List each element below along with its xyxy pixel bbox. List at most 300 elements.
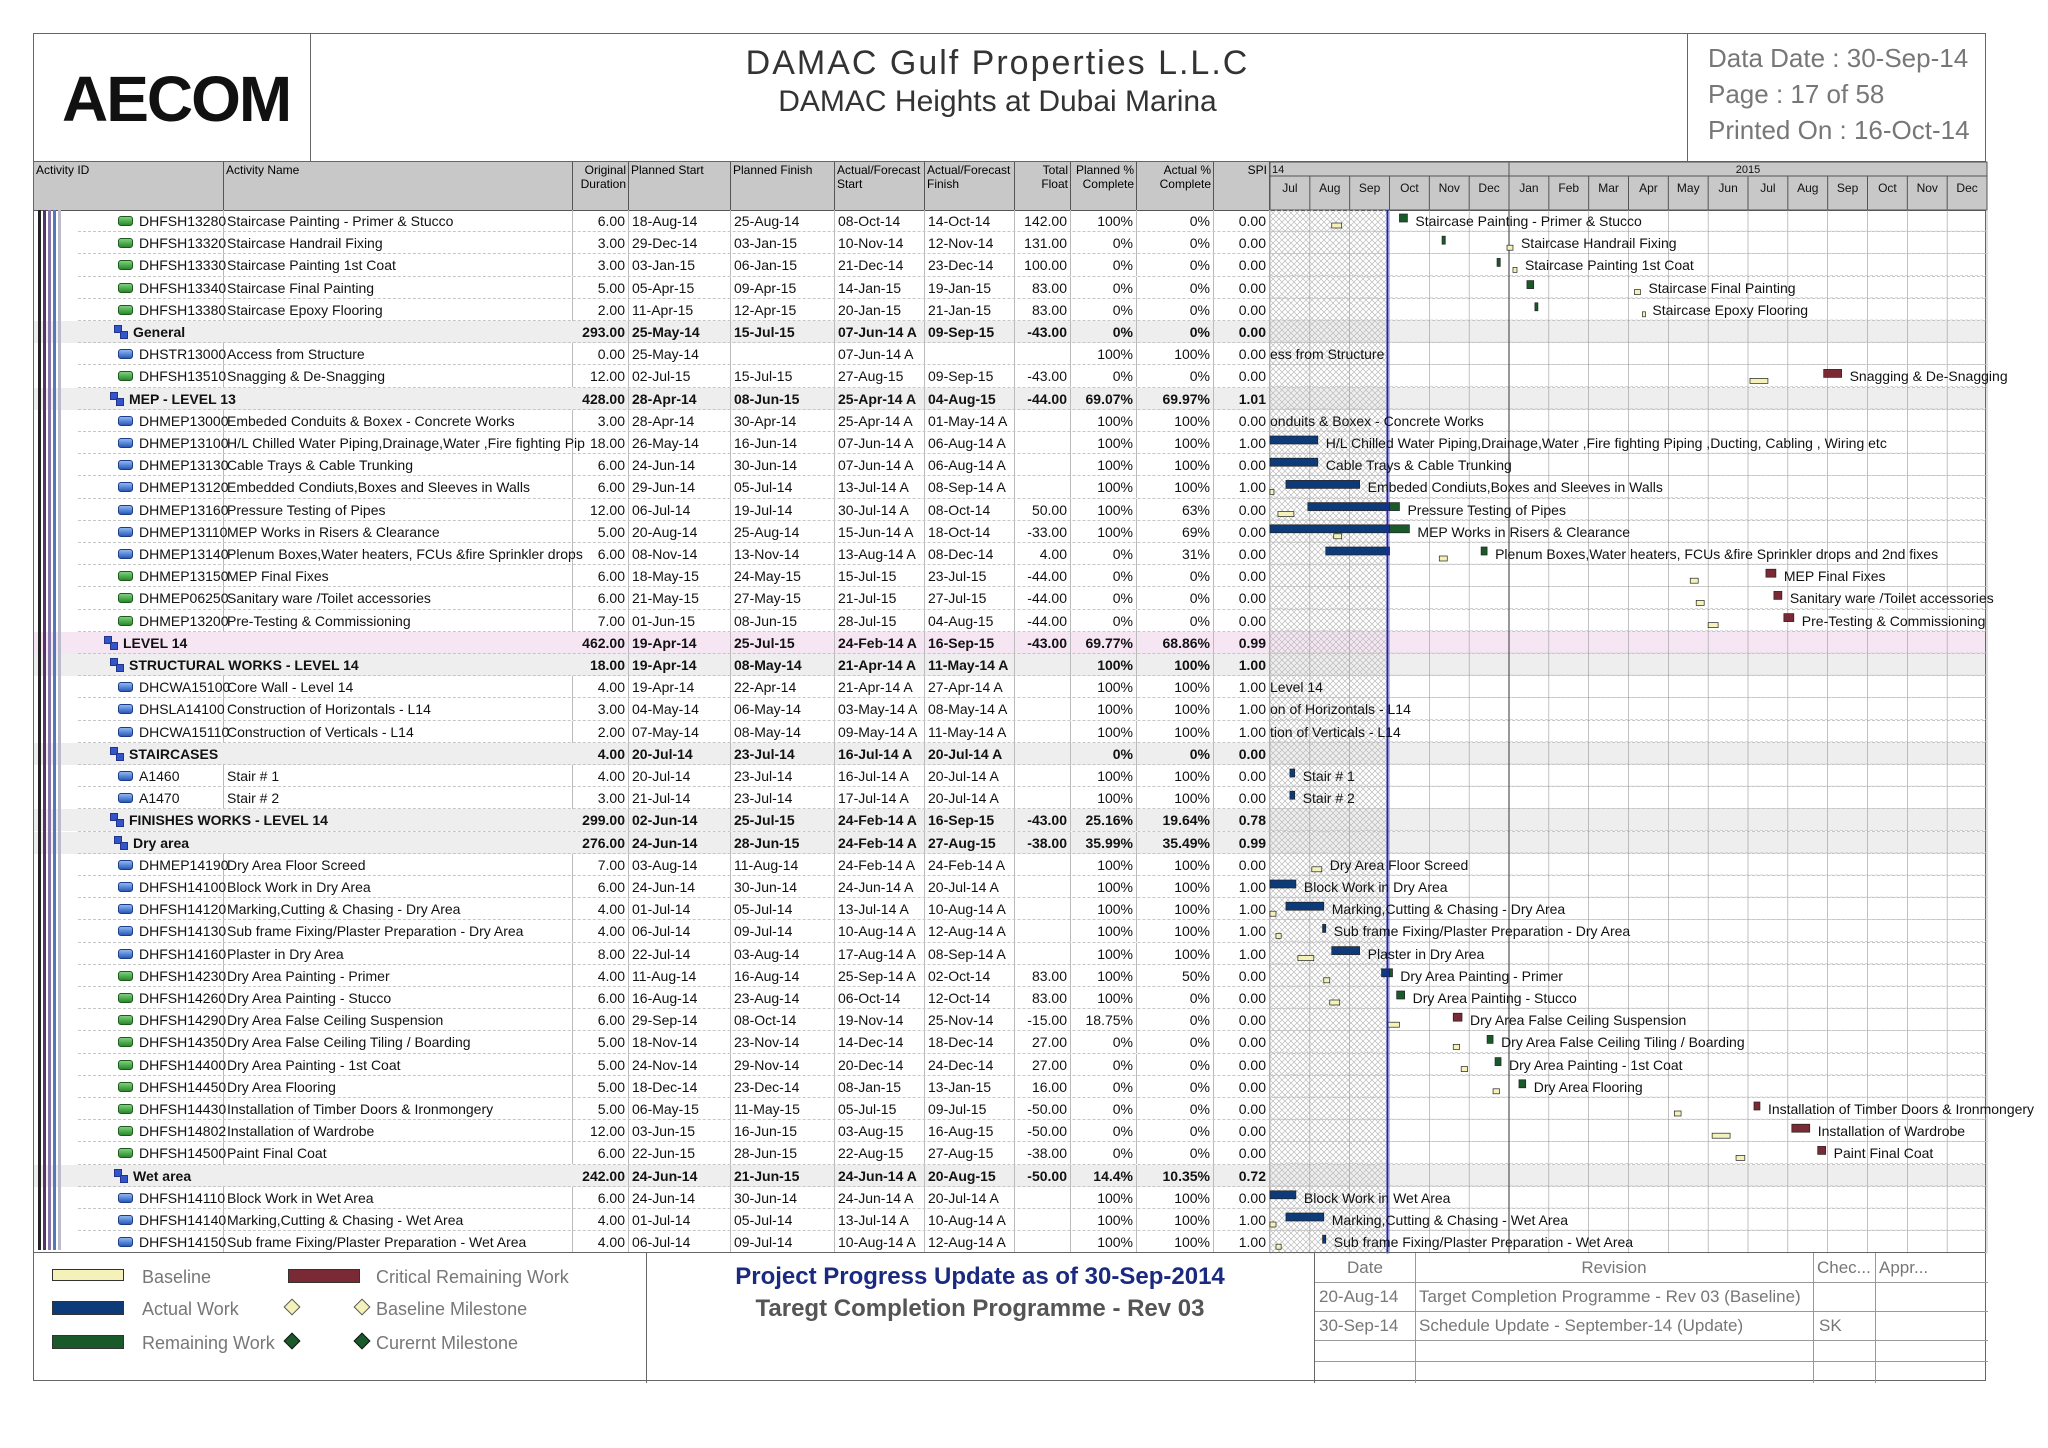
planned-pct: 25.16%	[1071, 809, 1137, 831]
planned-pct: 100%	[1071, 1231, 1137, 1253]
planned-finish: 03-Jan-15	[731, 232, 835, 254]
activity-not-started-icon	[118, 1082, 133, 1092]
orig-duration: 18.00	[573, 654, 629, 676]
af-finish: 02-Oct-14	[925, 965, 1015, 987]
orig-duration: 6.00	[573, 1009, 629, 1031]
outline-level-bar	[48, 210, 51, 1250]
planned-start: 22-Jun-15	[629, 1142, 731, 1164]
spi-value: 0.00	[1214, 743, 1270, 765]
activity-name: Snagging & De-Snagging	[224, 365, 573, 387]
planned-pct: 0%	[1071, 1142, 1137, 1164]
af-finish: 06-Aug-14 A	[925, 454, 1015, 476]
timeline-month-label: Dec	[1478, 181, 1500, 195]
af-start: 13-Aug-14 A	[835, 543, 925, 565]
actual-pct: 0%	[1137, 1142, 1214, 1164]
af-start: 25-Apr-14 A	[835, 388, 925, 410]
remaining-work-bar	[1390, 503, 1400, 511]
gantt-bar-label: Dry Area Painting - Stucco	[1412, 990, 1577, 1006]
activity-in-progress-icon	[118, 482, 133, 492]
actual-pct: 100%	[1137, 1209, 1214, 1231]
total-float: 16.00	[1015, 1076, 1071, 1098]
planned-start: 24-Jun-14	[629, 1187, 731, 1209]
page-number: Page : 17 of 58	[1708, 79, 1885, 109]
planned-finish: 08-Jun-15	[731, 388, 835, 410]
spi-value: 0.00	[1214, 565, 1270, 587]
col-planned-start[interactable]: Planned Start	[629, 162, 731, 210]
gantt-bar-label: Dry Area Painting - Primer	[1400, 967, 1563, 984]
actual-pct: 100%	[1137, 454, 1214, 476]
activity-name: Pressure Testing of Pipes	[224, 499, 573, 521]
timeline-month-label: Feb	[1558, 181, 1580, 195]
col-orig-duration[interactable]: Original Duration	[573, 162, 629, 210]
spi-value: 0.00	[1214, 521, 1270, 543]
activity-not-started-icon	[118, 260, 133, 270]
af-finish: 20-Jul-14 A	[925, 876, 1015, 898]
planned-start: 03-Jun-15	[629, 1120, 731, 1142]
baseline-bar	[1690, 578, 1698, 583]
planned-start: 01-Jun-15	[629, 610, 731, 632]
project-name: DAMAC Heights at Dubai Marina	[778, 85, 1217, 118]
orig-duration: 12.00	[573, 365, 629, 387]
planned-start: 08-Nov-14	[629, 543, 731, 565]
af-start: 24-Feb-14 A	[835, 632, 925, 654]
planned-start: 18-Nov-14	[629, 1031, 731, 1053]
gantt-bar-label: Block Work in Wet Area	[1303, 1189, 1451, 1206]
company-name: DAMAC Gulf Properties L.L.C	[745, 44, 1250, 82]
total-float: 83.00	[1015, 987, 1071, 1009]
actual-pct: 0%	[1137, 587, 1214, 609]
spi-value: 0.00	[1214, 965, 1270, 987]
af-finish: 10-Aug-14 A	[925, 898, 1015, 920]
actual-pct: 100%	[1137, 432, 1214, 454]
activity-name: Dry Area Painting - 1st Coat	[224, 1054, 573, 1076]
rev-header-date: Date	[1347, 1258, 1383, 1277]
actual-pct: 100%	[1137, 676, 1214, 698]
activity-name: Plaster in Dry Area	[224, 943, 573, 965]
activity-not-started-icon	[118, 371, 133, 381]
gantt-bar-label: tion of Verticals - L14	[1270, 723, 1401, 740]
activity-not-started-icon	[118, 216, 133, 226]
af-finish: 06-Aug-14 A	[925, 432, 1015, 454]
gantt-bar-label: Cable Trays & Cable Trunking	[1325, 457, 1512, 474]
activity-id: DHFSH13340	[136, 277, 224, 299]
af-finish: 08-Dec-14	[925, 543, 1015, 565]
planned-pct: 69.07%	[1071, 388, 1137, 410]
gantt-bar-label: Marking,Cutting & Chasing - Wet Area	[1331, 1212, 1569, 1228]
af-finish: 23-Dec-14	[925, 254, 1015, 276]
spi-value: 0.00	[1214, 277, 1270, 299]
spi-value: 0.72	[1214, 1165, 1270, 1187]
activity-name: Sub frame Fixing/Plaster Preparation - Wet Area	[224, 1231, 573, 1253]
af-start: 14-Jan-15	[835, 277, 925, 299]
activity-in-progress-icon	[118, 727, 133, 737]
activity-name: Dry Area Painting - Stucco	[224, 987, 573, 1009]
activity-in-progress-icon	[118, 460, 133, 470]
rev-checked-by: SK	[1819, 1316, 1842, 1335]
activity-id: DHFSH14450	[136, 1076, 224, 1098]
col-activity-name[interactable]: Activity Name	[224, 162, 573, 210]
actual-pct: 69.97%	[1137, 388, 1214, 410]
gantt-bar-label: Staircase Final Painting	[1648, 279, 1796, 296]
gantt-bar-label: Stair # 2	[1302, 790, 1355, 807]
planned-finish: 16-Jun-15	[731, 1120, 835, 1142]
activity-name: Marking,Cutting & Chasing - Dry Area	[224, 898, 573, 920]
planned-start: 02-Jul-15	[629, 365, 731, 387]
af-finish: 16-Aug-15	[925, 1120, 1015, 1142]
gantt-bar-label: MEP Final Fixes	[1783, 568, 1886, 585]
af-finish: 20-Aug-15	[925, 1165, 1015, 1187]
total-float: 27.00	[1015, 1031, 1071, 1053]
planned-start: 24-Jun-14	[629, 454, 731, 476]
activity-id: DHFSH14230	[136, 965, 224, 987]
planned-pct: 0%	[1071, 1031, 1137, 1053]
activity-id: Wet area	[133, 1167, 192, 1184]
planned-finish: 11-Aug-14	[731, 854, 835, 876]
total-float	[1015, 676, 1071, 698]
af-finish: 13-Jan-15	[925, 1076, 1015, 1098]
printed-on: Printed On : 16-Oct-14	[1708, 115, 1970, 145]
planned-pct: 0%	[1071, 321, 1137, 343]
actual-pct: 0%	[1137, 365, 1214, 387]
orig-duration: 4.00	[573, 1209, 629, 1231]
planned-pct: 100%	[1071, 454, 1137, 476]
wbs-folder-icon	[110, 658, 124, 672]
baseline-milestone-icon	[284, 1299, 301, 1316]
activity-id: DHFSH14160	[136, 943, 224, 965]
orig-duration: 4.00	[573, 676, 629, 698]
spi-value: 1.00	[1214, 920, 1270, 942]
col-af-finish[interactable]: Actual/Forecast Finish	[925, 162, 1015, 210]
af-start: 24-Jun-14 A	[835, 1187, 925, 1209]
orig-duration: 0.00	[573, 343, 629, 365]
baseline-bar	[1750, 378, 1768, 383]
activity-id: DHSLA14100	[136, 698, 224, 720]
planned-pct: 0%	[1071, 254, 1137, 276]
activity-in-progress-icon	[118, 416, 133, 426]
spi-value: 1.00	[1214, 1231, 1270, 1253]
baseline-bar	[1674, 1111, 1681, 1116]
af-finish: 11-May-14 A	[925, 654, 1015, 676]
total-float	[1015, 476, 1071, 498]
total-float	[1015, 1231, 1071, 1253]
rev-date: 30-Sep-14	[1319, 1316, 1399, 1335]
legend-remaining-swatch	[52, 1335, 124, 1349]
activity-name: Staircase Handrail Fixing	[224, 232, 573, 254]
wbs-folder-icon	[110, 813, 124, 827]
wbs-folder-icon	[104, 636, 118, 650]
planned-pct: 100%	[1071, 343, 1137, 365]
total-float	[1015, 432, 1071, 454]
total-float: -50.00	[1015, 1098, 1071, 1120]
wbs-folder-icon	[114, 1169, 128, 1183]
planned-finish: 23-Jul-14	[731, 787, 835, 809]
planned-start: 20-Aug-14	[629, 521, 731, 543]
total-float	[1015, 765, 1071, 787]
af-start: 17-Jul-14 A	[835, 787, 925, 809]
planned-pct: 0%	[1071, 587, 1137, 609]
orig-duration: 3.00	[573, 254, 629, 276]
planned-finish: 09-Jul-14	[731, 920, 835, 942]
planned-pct: 69.77%	[1071, 632, 1137, 654]
gantt-bar-label: Staircase Painting - Primer & Stucco	[1415, 213, 1642, 229]
baseline-milestone-legend-icon	[354, 1299, 371, 1316]
total-float: 83.00	[1015, 299, 1071, 321]
planned-pct: 0%	[1071, 365, 1137, 387]
footer-subtitle: Taregt Completion Programme - Rev 03	[755, 1295, 1205, 1322]
af-finish: 27-Aug-15	[925, 1142, 1015, 1164]
planned-pct: 0%	[1071, 232, 1137, 254]
orig-duration: 4.00	[573, 920, 629, 942]
actual-pct: 0%	[1137, 210, 1214, 232]
planned-finish: 15-Jul-15	[731, 365, 835, 387]
actual-pct: 100%	[1137, 898, 1214, 920]
actual-pct: 35.49%	[1137, 832, 1214, 854]
gantt-bar-label: Sub frame Fixing/Plaster Preparation - Wet Area	[1333, 1234, 1634, 1251]
planned-finish: 03-Aug-14	[731, 943, 835, 965]
total-float: -43.00	[1015, 321, 1071, 343]
planned-finish: 06-Jan-15	[731, 254, 835, 276]
baseline-bar	[1507, 245, 1513, 250]
gantt-bar-label: Dry Area Painting - 1st Coat	[1509, 1056, 1683, 1073]
actual-pct: 100%	[1137, 920, 1214, 942]
remaining-work-bar	[1535, 303, 1538, 311]
total-float: 83.00	[1015, 277, 1071, 299]
orig-duration: 7.00	[573, 854, 629, 876]
orig-duration: 5.00	[573, 1031, 629, 1053]
gantt-bar-label: Pre-Testing & Commissioning	[1801, 612, 1986, 629]
planned-finish: 08-Oct-14	[731, 1009, 835, 1031]
activity-id: STRUCTURAL WORKS - LEVEL 14	[129, 657, 359, 673]
schedule-report	[33, 33, 2035, 1381]
orig-duration: 5.00	[573, 521, 629, 543]
critical-remaining-bar	[1754, 1102, 1760, 1110]
baseline-bar	[1298, 956, 1314, 961]
planned-start: 03-Aug-14	[629, 854, 731, 876]
baseline-bar	[1736, 1155, 1745, 1160]
activity-id: DHMEP14190	[136, 854, 224, 876]
planned-finish: 29-Nov-14	[731, 1054, 835, 1076]
col-total-float[interactable]: Total Float	[1015, 162, 1071, 210]
activity-name: Paint Final Coat	[224, 1142, 573, 1164]
planned-start: 26-May-14	[629, 432, 731, 454]
spi-value: 0.00	[1214, 321, 1270, 343]
af-finish: 08-Sep-14 A	[925, 476, 1015, 498]
activity-name: Installation of Timber Doors & Ironmongery	[224, 1098, 573, 1120]
af-finish: 24-Feb-14 A	[925, 854, 1015, 876]
actual-pct: 31%	[1137, 543, 1214, 565]
planned-pct: 0%	[1071, 565, 1137, 587]
planned-finish: 19-Jul-14	[731, 499, 835, 521]
activity-not-started-icon	[118, 238, 133, 248]
af-finish: 08-Oct-14	[925, 499, 1015, 521]
rev-row-divider	[1315, 1340, 1988, 1341]
planned-finish: 25-Jul-15	[731, 809, 835, 831]
planned-start: 18-Aug-14	[629, 210, 731, 232]
af-finish: 16-Sep-15	[925, 809, 1015, 831]
planned-pct: 100%	[1071, 765, 1137, 787]
af-start: 24-Jun-14 A	[835, 876, 925, 898]
af-finish: 18-Oct-14	[925, 521, 1015, 543]
timeline-header	[1270, 162, 1987, 210]
af-start: 24-Feb-14 A	[835, 809, 925, 831]
planned-pct: 0%	[1071, 1076, 1137, 1098]
activity-in-progress-icon	[118, 904, 133, 914]
activity-not-started-icon	[118, 571, 133, 581]
orig-duration: 428.00	[573, 388, 629, 410]
activity-name: Construction of Verticals - L14	[224, 721, 573, 743]
orig-duration: 2.00	[573, 721, 629, 743]
actual-pct: 19.64%	[1137, 809, 1214, 831]
remaining-work-bar	[1497, 258, 1500, 266]
baseline-bar	[1270, 489, 1274, 494]
actual-work-bar	[1290, 769, 1295, 777]
activity-not-started-icon	[118, 1126, 133, 1136]
actual-pct: 0%	[1137, 277, 1214, 299]
planned-start: 21-May-15	[629, 587, 731, 609]
baseline-bar	[1330, 1000, 1340, 1005]
planned-finish: 09-Apr-15	[731, 277, 835, 299]
gantt-bar-label: Installation of Timber Doors & Ironmongery	[1767, 1101, 2035, 1117]
col-activity-id[interactable]: Activity ID	[34, 162, 224, 210]
orig-duration: 5.00	[573, 1054, 629, 1076]
spi-value: 0.00	[1214, 410, 1270, 432]
af-finish: 18-Dec-14	[925, 1031, 1015, 1053]
total-float: 50.00	[1015, 499, 1071, 521]
baseline-bar	[1334, 534, 1342, 539]
actual-pct: 0%	[1137, 321, 1214, 343]
activity-id: DHFSH14430	[136, 1098, 224, 1120]
gantt-bar-label: Staircase Handrail Fixing	[1520, 235, 1677, 252]
baseline-bar	[1634, 290, 1640, 295]
planned-start: 19-Apr-14	[629, 654, 731, 676]
activity-name: Dry Area Flooring	[224, 1076, 573, 1098]
af-start: 22-Aug-15	[835, 1142, 925, 1164]
activity-id: DHFSH14120	[136, 898, 224, 920]
actual-pct: 68.86%	[1137, 632, 1214, 654]
planned-finish: 13-Nov-14	[731, 543, 835, 565]
spi-value: 0.00	[1214, 343, 1270, 365]
activity-in-progress-icon	[118, 949, 133, 959]
planned-finish: 25-Aug-14	[731, 210, 835, 232]
gantt-bar-label: onduits & Boxex - Concrete Works	[1270, 412, 1484, 429]
actual-pct: 0%	[1137, 1031, 1214, 1053]
activity-name: Sub frame Fixing/Plaster Preparation - Dry Area	[224, 920, 573, 942]
total-float	[1015, 876, 1071, 898]
remaining-work-bar	[1519, 1080, 1526, 1088]
col-spi[interactable]: SPI	[1214, 162, 1270, 210]
spi-value: 0.00	[1214, 1098, 1270, 1120]
orig-duration: 12.00	[573, 499, 629, 521]
af-start: 20-Jan-15	[835, 299, 925, 321]
planned-pct: 100%	[1071, 410, 1137, 432]
col-af-start[interactable]: Actual/Forecast Start	[835, 162, 925, 210]
af-start: 10-Aug-14 A	[835, 920, 925, 942]
timeline-month-label: Nov	[1438, 181, 1460, 195]
legend-critical-swatch	[288, 1269, 360, 1283]
report-titles	[311, 34, 1684, 162]
spi-value: 1.00	[1214, 1209, 1270, 1231]
gantt-bar-label: Pressure Testing of Pipes	[1407, 501, 1566, 518]
planned-start: 01-Jul-14	[629, 1209, 731, 1231]
af-start: 09-May-14 A	[835, 721, 925, 743]
critical-remaining-bar	[1784, 614, 1794, 622]
remaining-work-bar	[1495, 1058, 1501, 1066]
actual-work-bar	[1270, 525, 1390, 533]
total-float	[1015, 854, 1071, 876]
total-float	[1015, 1187, 1071, 1209]
timeline-month-label: Mar	[1598, 181, 1619, 195]
actual-pct: 50%	[1137, 965, 1214, 987]
orig-duration: 4.00	[573, 743, 629, 765]
planned-start: 06-May-15	[629, 1098, 731, 1120]
actual-pct: 100%	[1137, 698, 1214, 720]
orig-duration: 462.00	[573, 632, 629, 654]
spi-value: 0.00	[1214, 854, 1270, 876]
planned-start: 20-Jul-14	[629, 743, 731, 765]
orig-duration: 6.00	[573, 1187, 629, 1209]
activity-name: Cable Trays & Cable Trunking	[224, 454, 573, 476]
actual-work-bar	[1323, 924, 1326, 932]
planned-start: 18-May-15	[629, 565, 731, 587]
activity-id: DHMEP13150	[136, 565, 224, 587]
outline-level-bar	[38, 210, 41, 1250]
activity-not-started-icon	[118, 616, 133, 626]
gantt-bar-label: Dry Area False Ceiling Tiling / Boarding	[1501, 1034, 1745, 1051]
planned-start: 18-Dec-14	[629, 1076, 731, 1098]
total-float	[1015, 943, 1071, 965]
spi-value: 0.00	[1214, 454, 1270, 476]
total-float	[1015, 343, 1071, 365]
col-planned-finish[interactable]: Planned Finish	[731, 162, 835, 210]
af-start: 07-Jun-14 A	[835, 321, 925, 343]
af-start: 16-Jul-14 A	[835, 743, 925, 765]
remaining-work-bar	[1397, 991, 1405, 999]
spi-value: 0.99	[1214, 832, 1270, 854]
planned-finish: 08-Jun-15	[731, 610, 835, 632]
planned-finish	[731, 343, 835, 365]
total-float: -44.00	[1015, 610, 1071, 632]
activity-id: DHFSH14802	[136, 1120, 224, 1142]
actual-pct: 10.35%	[1137, 1165, 1214, 1187]
af-start: 10-Nov-14	[835, 232, 925, 254]
activity-name: Dry Area False Ceiling Tiling / Boarding	[224, 1031, 573, 1053]
spi-value: 1.01	[1214, 388, 1270, 410]
activity-name: Construction of Horizontals - L14	[224, 698, 573, 720]
orig-duration: 6.00	[573, 565, 629, 587]
spi-value: 1.00	[1214, 898, 1270, 920]
col-actual-pct[interactable]: Actual % Complete	[1137, 162, 1214, 210]
outline-level-bar	[58, 210, 61, 1250]
af-start: 07-Jun-14 A	[835, 343, 925, 365]
af-finish: 12-Nov-14	[925, 232, 1015, 254]
planned-start: 06-Jul-14	[629, 920, 731, 942]
planned-pct: 100%	[1071, 898, 1137, 920]
af-finish: 12-Aug-14 A	[925, 920, 1015, 942]
planned-pct: 100%	[1071, 854, 1137, 876]
total-float: -44.00	[1015, 565, 1071, 587]
planned-start: 25-May-14	[629, 321, 731, 343]
actual-pct: 0%	[1137, 1009, 1214, 1031]
legend-baseline-milestone: Baseline Milestone	[376, 1299, 528, 1319]
orig-duration: 299.00	[573, 809, 629, 831]
planned-pct: 100%	[1071, 721, 1137, 743]
orig-duration: 6.00	[573, 587, 629, 609]
baseline-bar	[1276, 933, 1281, 938]
baseline-bar	[1270, 1222, 1276, 1227]
col-planned-pct[interactable]: Planned % Complete	[1071, 162, 1137, 210]
planned-pct: 100%	[1071, 1187, 1137, 1209]
activity-name: Pre-Testing & Commissioning	[224, 610, 573, 632]
